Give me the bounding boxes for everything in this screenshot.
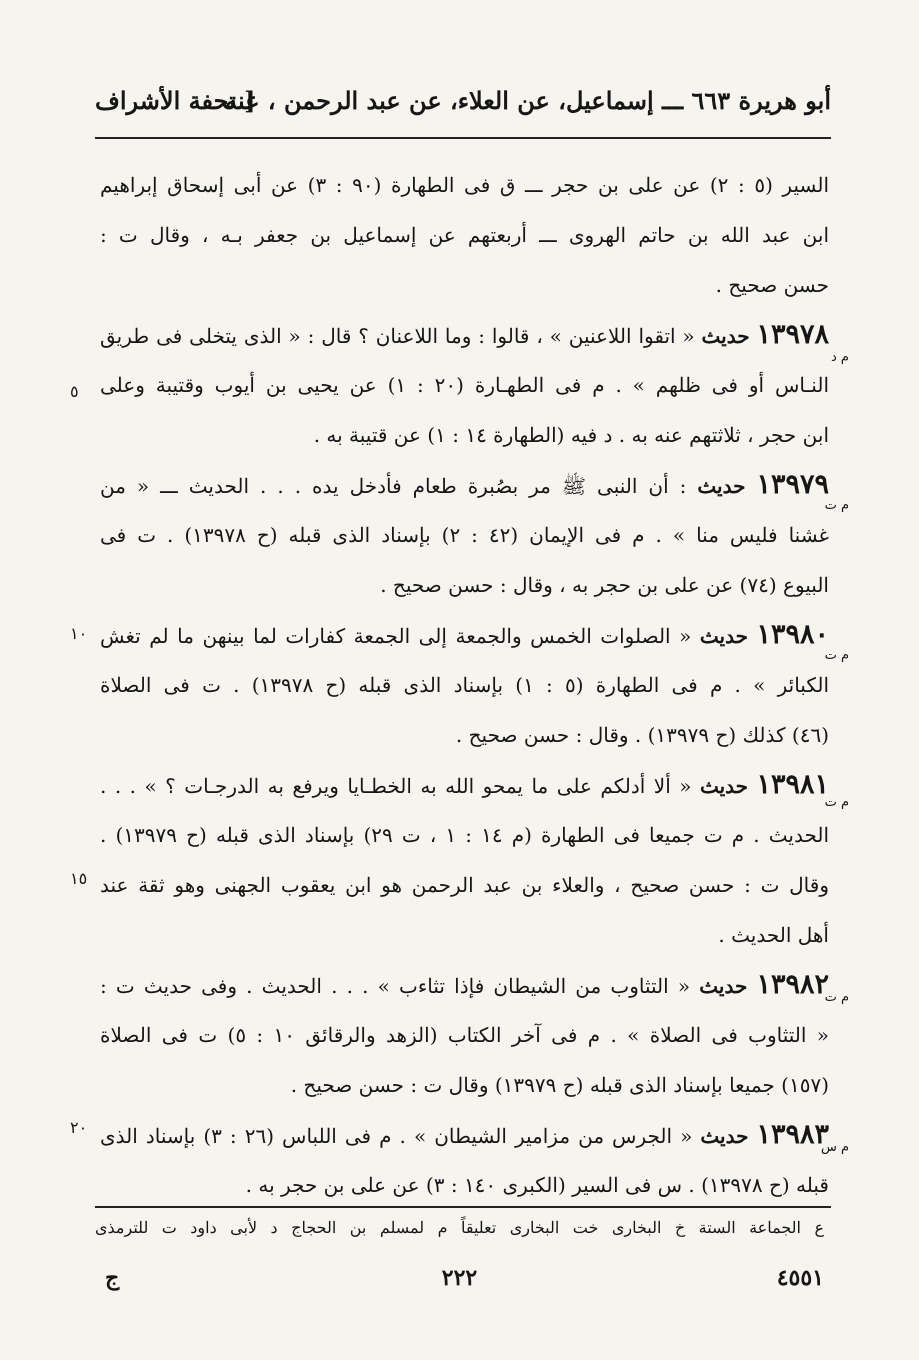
line-text: « ألا أدلكم على ما يمحو الله به الخطـايا ويرفع به الدرجـات ؟ » . . .: [100, 774, 692, 798]
line-text: « الجرس من مزامير الشيطان » . م فى اللباس (٢٦ : ٣) بإسناد الذى: [100, 1124, 693, 1148]
text-line: [100, 210, 829, 260]
header-chain-title: أبو هريرة ٦٦٣ ـــ إسماعيل، عن العلاء، عن عبد الرحمن ، عنه: [225, 86, 831, 115]
line-text: « اتقوا اللاعنين » ، قالوا : وما اللاعنان ؟ قال : « الذى يتخلى فى طريق: [100, 324, 695, 348]
margin-line-number: ٢٠: [70, 1118, 88, 1137]
text-line: [100, 410, 829, 460]
page-footer: [95, 1265, 824, 1305]
line-text: (١٥٧) جميعا بإسناد الذى قبله (ح ١٣٩٧٩) وقال ت : حسن صحيح .: [290, 1073, 829, 1097]
entry-number: ٤٥٥١: [776, 1265, 824, 1291]
hadith-label: حديث: [697, 474, 746, 498]
text-line: [100, 360, 829, 410]
line-text: « التثاوب من الشيطان فإذا تثاءب » . . . الحديث . وفى حديث ت :: [100, 974, 691, 998]
text-line: [100, 260, 829, 310]
hadith-label: حديث: [700, 1124, 749, 1148]
header-rule: [95, 137, 831, 139]
hadith-heading-line: [100, 610, 829, 660]
margin-source-mark: م ت: [824, 498, 849, 513]
line-text: الكبائر » . م فى الطهارة (٥ : ١) بإسناد الذى قبله (ح ١٣٩٧٨) . ت فى الصلاة: [100, 673, 829, 697]
line-text: غشنا فليس منا » . م فى الإيمان (٤٢ : ٢) بإسناد الذى قبله (ح ١٣٩٧٨) . ت فى: [100, 523, 829, 547]
text-line: [100, 510, 829, 560]
line-text: وقال ت : حسن صحيح ، والعلاء بن عبد الرحمن هو ابن يعقوب الجهنى وهو ثقة عند: [100, 873, 829, 897]
margin-source-mark: م د: [831, 350, 849, 365]
margin-line-number: ٥: [70, 382, 79, 401]
text-line: [100, 1010, 829, 1060]
header-book-title: [ تحفة الأشراف: [95, 86, 256, 115]
hadith-label: حديث: [701, 324, 750, 348]
hadith-heading-line: [100, 460, 829, 510]
line-text: النـاس أو فى ظلهم » . م فى الطهـارة (٢٠ : ١) عن يحيى بن أيوب وقتيبة وعلى: [100, 373, 829, 397]
line-text: حسن صحيح .: [715, 273, 829, 297]
text-line: [100, 1060, 829, 1110]
text-line: [100, 1160, 829, 1210]
line-text: (٤٦) كذلك (ح ١٣٩٧٩) . وقال : حسن صحيح .: [455, 723, 829, 747]
line-text: أهل الحديث .: [718, 923, 829, 947]
margin-source-mark: م ت: [824, 648, 849, 663]
hadith-number: ١٣٩٨٣: [756, 1119, 829, 1150]
text-line: [100, 660, 829, 710]
line-text: : أن النبى ﷺ مر بصُبرة طعام فأدخل يده . . . الحديث ـــ « من: [100, 474, 687, 498]
line-text: ابن عبد الله بن حاتم الهروى ـــ أربعتهم عن إسماعيل بن جعفر بـه ، وقال ت :: [100, 223, 829, 247]
page-number: ٢٢٢: [441, 1265, 478, 1291]
margin-source-mark: م ت: [824, 990, 849, 1005]
hadith-label: حديث: [699, 624, 748, 648]
margin-line-number: ١٠: [70, 624, 88, 643]
hadith-heading-line: [100, 1110, 829, 1160]
hadith-label: حديث: [699, 974, 748, 998]
line-text: « التثاوب فى الصلاة » . م فى آخر الكتاب (الزهد والرقائق ١٠ : ٥) ت فى الصلاة: [100, 1023, 829, 1047]
text-line: [100, 810, 829, 860]
line-text: الحديث . م ت جميعا فى الطهارة (م ١٤ : ١ ، ت ٢٩) بإسناد الذى قبله (ح ١٣٩٧٩) .: [100, 823, 829, 847]
hadith-number: ١٣٩٧٨: [756, 319, 829, 350]
text-line: [100, 560, 829, 610]
hadith-number: ١٣٩٧٩: [756, 469, 829, 500]
hadith-heading-line: [100, 960, 829, 1010]
hadith-number: ١٣٩٨٢: [756, 969, 829, 1000]
text-line: [100, 710, 829, 760]
margin-line-number: ١٥: [70, 869, 88, 888]
footer-rule: [95, 1206, 831, 1208]
main-text-block: [100, 160, 829, 1210]
line-text: « الصلوات الخمس والجمعة إلى الجمعة كفارات لما بينهن ما لم تغش: [100, 624, 692, 648]
hadith-label: حديث: [699, 774, 749, 798]
hadith-number: ١٣٩٨٠: [756, 619, 829, 650]
text-line: [100, 910, 829, 960]
line-text: قبله (ح ١٣٩٧٨) . س فى السير (الكبرى ١٤٠ : ٣) عن على بن حجر به .: [245, 1173, 829, 1197]
text-line: [100, 160, 829, 210]
line-text: البيوع (٧٤) عن على بن حجر به ، وقال : حسن صحيح .: [380, 573, 829, 597]
hadith-heading-line: [100, 310, 829, 360]
running-header: [95, 86, 831, 126]
text-line: [100, 860, 829, 910]
volume-mark: ج: [105, 1265, 120, 1291]
abbreviation-key: ع الجماعة الستة خ البخارى خت البخارى تعليقاً م لمسلم بن الحجاج د لأبى داود ت للترمذى: [95, 1218, 824, 1237]
margin-source-mark: م س: [820, 1140, 849, 1155]
margin-source-mark: م ت: [824, 795, 849, 810]
hadith-number: ١٣٩٨١: [756, 769, 829, 800]
line-text: ابن حجر ، ثلاثتهم عنه به . د فيه (الطهارة ١٤ : ١) عن قتيبة به .: [313, 423, 829, 447]
hadith-heading-line: [100, 760, 829, 810]
line-text: السير (٥ : ٢) عن على بن حجر ـــ ق فى الطهارة (٩٠ : ٣) عن أبى إسحاق إبراهيم: [100, 173, 829, 197]
